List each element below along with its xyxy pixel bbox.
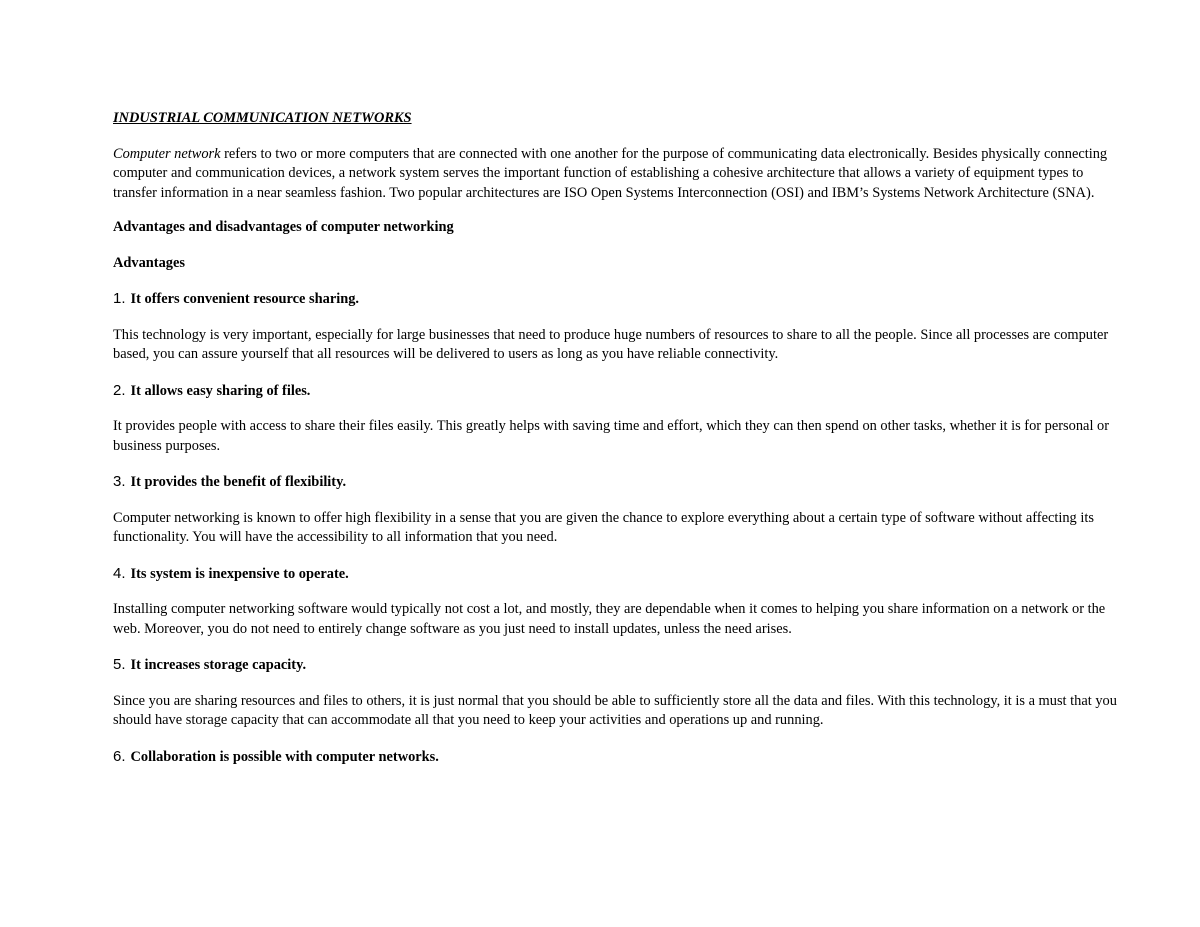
advantage-item [113, 289, 1123, 365]
advantage-number: 3. [113, 473, 126, 490]
document-title: INDUSTRIAL COMMUNICATION NETWORKS [113, 110, 412, 126]
intro-paragraph [113, 145, 1123, 204]
advantage-heading [113, 655, 1123, 676]
advantage-item [113, 747, 1123, 768]
advantage-title: Collaboration is possible with computer networks. [130, 748, 439, 765]
advantage-item [113, 655, 1123, 731]
advantage-item [113, 472, 1123, 548]
advantage-number: 4. [113, 564, 126, 582]
advantage-title: It allows easy sharing of files. [130, 382, 311, 399]
advantage-item [113, 381, 1123, 457]
advantage-body: This technology is very important, especially for large businesses that need to produce huge numbers of resources to share to all the people. Since all processes are computer based, you can assure yourself that all resources will be delivered to users as long as you have reliable connectivity. [113, 326, 1109, 362]
advantage-title: It offers convenient resource sharing. [130, 291, 360, 307]
advantage-title: It provides the benefit of flexibility. [130, 474, 347, 490]
advantage-number: 1. [113, 290, 126, 307]
advantage-body: Since you are sharing resources and files to others, it is just normal that you should be able to sufficiently store all the data and files. With this technology, it is a must that you should have storage capacity that can accommodate all that you need to keep your activities and operations up and running. [113, 692, 1117, 728]
advantage-heading [113, 747, 1123, 768]
section-heading: Advantages and disadvantages of computer networking [113, 219, 454, 235]
advantage-body: Computer networking is known to offer high flexibility in a sense that you are given the chance to explore everything about a certain type of software without affecting its functionality. You will have the accessibility to all information that you need. [113, 509, 1094, 545]
intro-text: refers to two or more computers that are connected with one another for the purpose of communicating data electronically. Besides physically connecting computer and communication devices, a network system serves the important function of establishing a cohesive architecture that allows a variety of equipment types to transfer information in a near seamless fashion. Two popular architectures are ISO Open Systems Interconnection (OSI) and IBM’s Systems Network Architecture (SNA). [113, 145, 1108, 201]
advantage-heading [113, 289, 1123, 310]
advantage-heading [113, 472, 1123, 493]
subsection-heading: Advantages [113, 254, 185, 271]
intro-term: Computer network [113, 145, 221, 162]
advantage-number: 5. [113, 656, 126, 673]
advantage-title: It increases storage capacity. [130, 657, 307, 673]
advantage-number: 2. [113, 381, 126, 399]
advantage-title: Its system is inexpensive to operate. [130, 565, 349, 582]
advantage-heading [113, 381, 1123, 402]
advantage-heading [113, 564, 1123, 585]
advantage-body: Installing computer networking software would typically not cost a lot, and mostly, they are dependable when it comes to helping you share information on a network or the web. Moreover, you do not need to entirely change software as you just need to install updates, unless the need arises. [113, 601, 1106, 637]
advantage-number: 6. [113, 747, 126, 765]
advantage-item [113, 564, 1123, 640]
document-page [113, 109, 1123, 783]
advantage-body: It provides people with access to share their files easily. This greatly helps with saving time and effort, which they can then spend on other tasks, whether it is for personal or business purposes. [113, 418, 1110, 454]
